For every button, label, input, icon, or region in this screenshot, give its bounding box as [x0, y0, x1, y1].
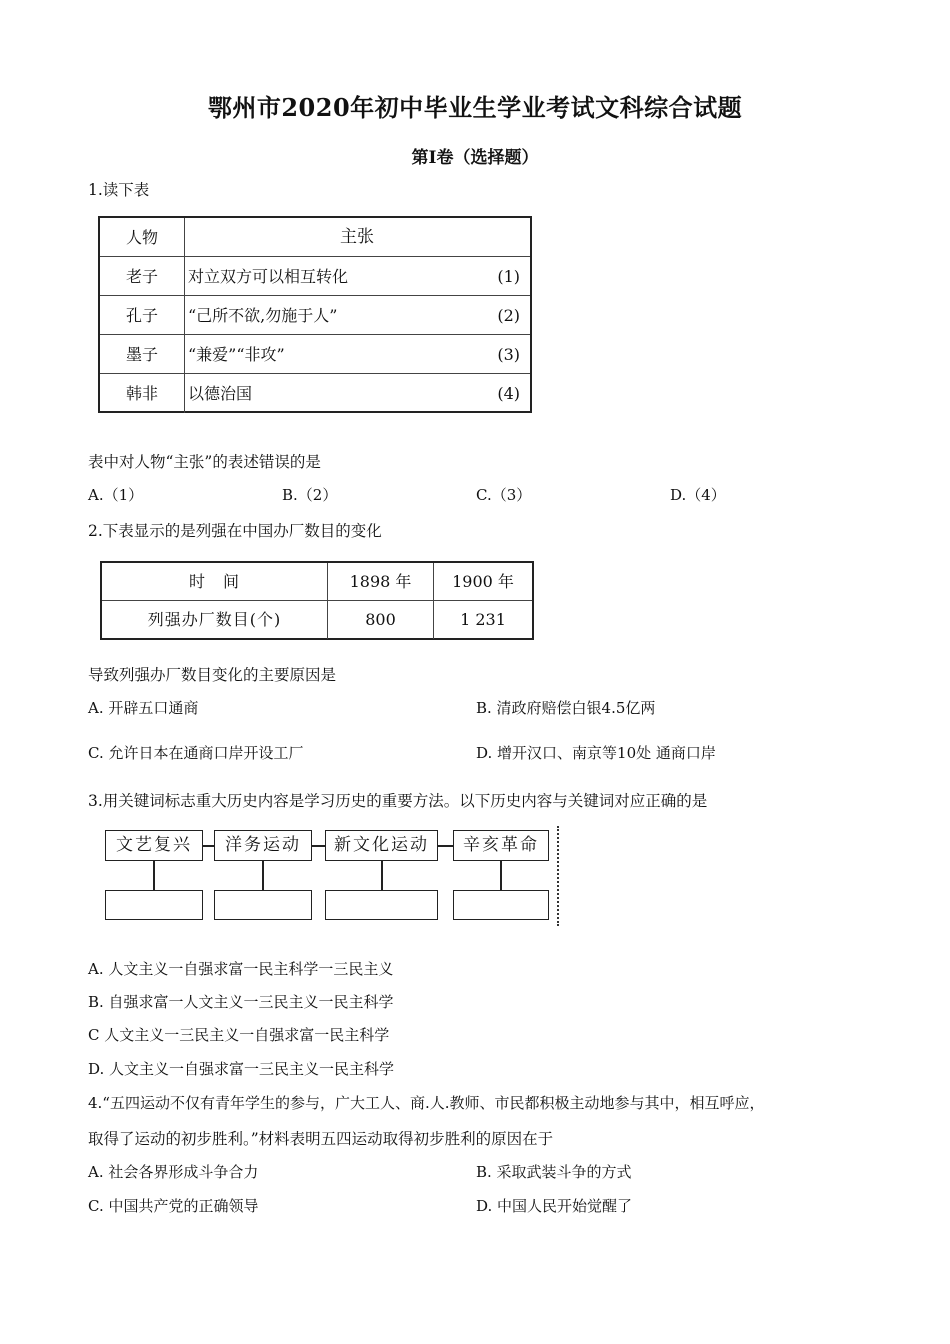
q4-option-b[interactable]: B. 采取武装斗争的方式 — [476, 1163, 632, 1181]
table-header-row — [102, 563, 532, 601]
person-cell: 孔子 — [100, 296, 185, 334]
connector-line — [262, 861, 264, 890]
table-row — [102, 601, 532, 639]
table-row — [100, 296, 530, 335]
connector-line — [153, 861, 155, 890]
exam-title: 鄂州市2020年初中毕业生学业考试文科综合试题 — [207, 93, 743, 122]
answer-blank — [453, 890, 549, 920]
q4-stem-line2: 取得了运动的初步胜利。”材料表明五四运动取得初步胜利的原因在于 — [88, 1130, 554, 1148]
claim-number: (1) — [497, 267, 520, 286]
q4-option-c[interactable]: C. 中国共产党的正确领导 — [88, 1197, 259, 1215]
header-claim: 主张 — [340, 227, 374, 247]
q1-option-b[interactable]: B.（2） — [282, 486, 338, 504]
connector-line — [203, 845, 214, 847]
q2-option-a[interactable]: A. 开辟五口通商 — [88, 699, 199, 717]
q1-option-c[interactable]: C.（3） — [476, 486, 532, 504]
connector-line — [312, 845, 325, 847]
q4-option-a[interactable]: A. 社会各界形成斗争合力 — [88, 1163, 259, 1181]
q4-option-d[interactable]: D. 中国人民开始觉醒了 — [476, 1197, 633, 1215]
keyword-box: 新文化运动 — [325, 830, 438, 861]
q2-option-c[interactable]: C. 允许日本在通商口岸开设工厂 — [88, 744, 304, 762]
connector-line — [500, 861, 502, 890]
q2-option-b[interactable]: B. 清政府赔偿白银4.5亿两 — [476, 699, 656, 717]
q1-option-a[interactable]: A.（1） — [88, 486, 144, 504]
person-cell: 墨子 — [100, 335, 185, 373]
row-label: 列强办厂数目(个) — [102, 601, 328, 639]
connector-line — [381, 861, 383, 890]
keyword-box: 洋务运动 — [214, 830, 312, 861]
claim-cell: “兼爱”“非攻” — [188, 345, 285, 364]
q3-option-b[interactable]: B. 自强求富一人文主义一三民主义一民主科学 — [88, 993, 394, 1011]
section-title: 第Ⅰ卷（选择题） — [411, 148, 539, 168]
claim-cell: “己所不欲,勿施于人” — [188, 306, 338, 325]
keyword-box: 辛亥革命 — [453, 830, 549, 861]
q2-table — [100, 561, 534, 640]
connector-line — [438, 845, 453, 847]
answer-blank — [214, 890, 312, 920]
q1-question: 表中对人物“主张”的表述错误的是 — [88, 453, 321, 471]
q2-option-d[interactable]: D. 增开汉口、南京等10处 通商口岸 — [476, 744, 716, 762]
q4-stem-line1: 4.“五四运动不仅有青年学生的参与，广大工人、商.人.教师、市民都积极主动地参与其中，相互呼应， — [88, 1094, 765, 1112]
claim-number: (2) — [497, 306, 520, 325]
keyword-box: 文艺复兴 — [105, 830, 203, 861]
answer-blank — [325, 890, 438, 920]
table-row — [100, 374, 530, 413]
table-header-row — [100, 218, 530, 257]
claim-number: (3) — [497, 345, 520, 364]
answer-blank — [105, 890, 203, 920]
dotted-divider — [557, 826, 559, 926]
header-time: 时 间 — [102, 563, 328, 600]
q3-stem: 3.用关键词标志重大历史内容是学习历史的重要方法。以下历史内容与关键词对应正确的是 — [88, 792, 708, 810]
q2-stem: 2.下表显示的是列强在中国办厂数目的变化 — [88, 522, 382, 540]
q1-table — [98, 216, 532, 413]
claim-cell: 对立双方可以相互转化 — [188, 267, 349, 286]
person-cell: 韩非 — [100, 374, 185, 413]
table-row — [100, 257, 530, 296]
claim-number: (4) — [497, 384, 520, 403]
q2-question: 导致列强办厂数目变化的主要原因是 — [88, 666, 337, 684]
q3-option-d[interactable]: D. 人文主义一自强求富一三民主义一民主科学 — [88, 1060, 395, 1078]
header-1898: 1898 年 — [328, 563, 434, 600]
q3-option-c[interactable]: C 人文主义一三民主义一自强求富一民主科学 — [88, 1026, 390, 1044]
table-row — [100, 335, 530, 374]
header-1900: 1900 年 — [452, 572, 514, 591]
q1-option-d[interactable]: D.（4） — [670, 486, 726, 504]
q3-option-a[interactable]: A. 人文主义一自强求富一民主科学一三民主义 — [88, 960, 394, 978]
person-cell: 老子 — [100, 257, 185, 295]
claim-cell: 以德治国 — [188, 384, 253, 403]
q1-stem: 1.读下表 — [88, 181, 150, 199]
value-1900: 1 231 — [460, 610, 506, 629]
value-1898: 800 — [328, 601, 434, 639]
header-person: 人物 — [100, 218, 185, 256]
